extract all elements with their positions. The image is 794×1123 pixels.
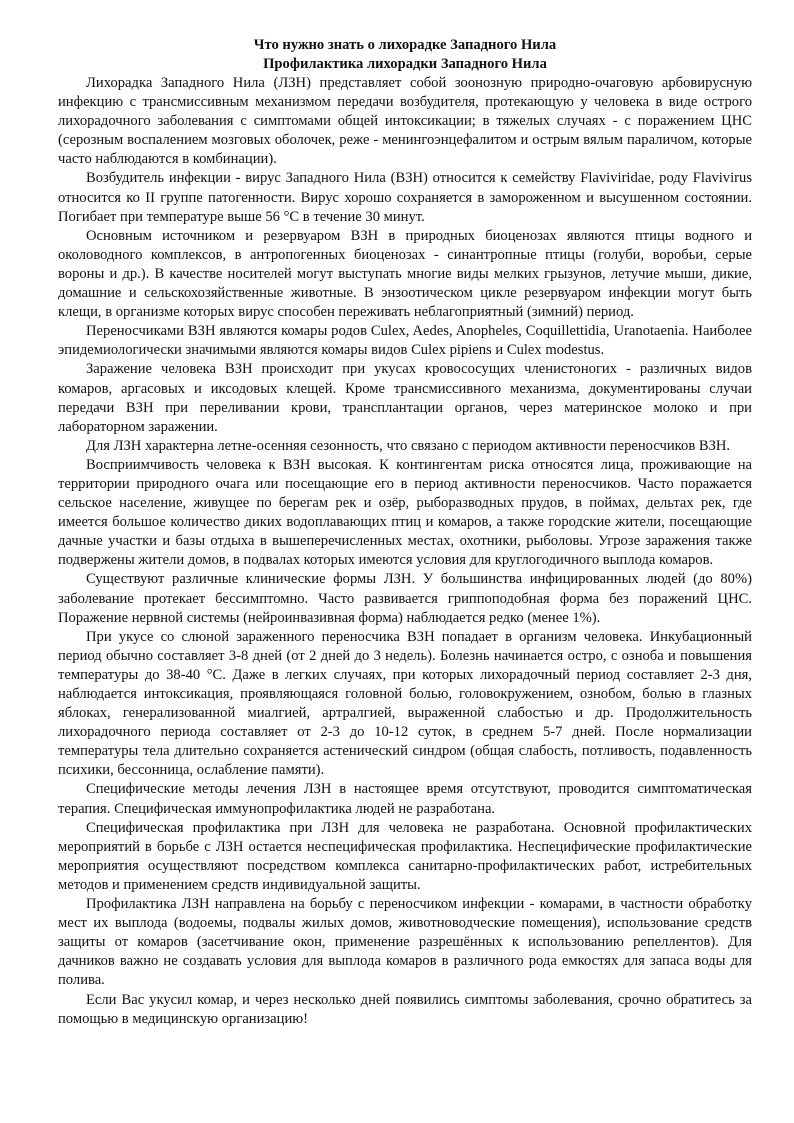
document-title: Что нужно знать о лихорадке Западного Нила — [253, 37, 557, 53]
paragraph-reservoir: Основным источником и резервуаром ВЗН в природных биоценозах являются птицы водного и околоводного комплексов, в антропогенных биоценозах - синантропные птицы (голуби, воробьи, серые вороны и др.). В качестве носителей могут выступать многие виды мелких грызунов, летучие мыши, дикие, домашние и сельскохозяйственные животные. В энзоотическом цикле резервуаром инфекции могут быть клещи, в организме которых вирус способен переживать неблагоприятный (зимний) период. — [58, 227, 752, 321]
document-subtitle: Профилактика лихорадки Западного Нила — [263, 56, 547, 72]
paragraph-pathogen: Возбудитель инфекции - вирус Западного Нила (ВЗН) относится к семейству Flaviviridae, роду Flavivirus относится ко II группе патогенности. Вирус хорошо сохраняется в замороженном и высушенном состоянии. Погибает при температуре выше 56 °С в течение 30 минут. — [58, 170, 752, 225]
document-page — [58, 36, 752, 1029]
paragraph-specific-prevention: Специфическая профилактика при ЛЗН для человека не разработана. Основной профилактических мероприятий в борьбе с ЛЗН остается неспецифическая профилактика. Неспецифические профилактические мероприятия осуществляют посредством комплекса санитарно-профилактических работ, истребительных методов и применением средств индивидуальной защиты. — [58, 819, 752, 893]
paragraph-treatment: Специфические методы лечения ЛЗН в настоящее время отсутствуют, проводится симптоматическая терапия. Специфическая иммунопрофилактика людей не разработана. — [58, 781, 752, 817]
paragraph-transmission: Заражение человека ВЗН происходит при укусах кровососущих членистоногих - различных видов комаров, аргасовых и иксодовых клещей. Кроме трансмиссивного механизма, документированы случаи передачи ВЗН при переливании крови, трансплантации органов, через материнское молоко и при лабораторном заражении. — [58, 361, 752, 435]
paragraph-symptoms: При укусе со слюной зараженного переносчика ВЗН попадает в организм человека. Инкубационный период обычно составляет 3-8 дней (от 2 дней до 3 недель). Болезнь начинается остро, с озноба и повышения температуры до 38-40 °С. Даже в легких случаях, при которых лихорадочный период составляет 2-3 дня, наблюдается интоксикация, проявляющаяся головной болью, головокружением, ознобом, болью в глазных яблоках, генерализованной миалгией, артралгией, выраженной слабостью и др. Продолжительность лихорадочного периода составляет от 2-3 до 10-12 суток, в среднем 5-7 дней. После нормализации температуры тела длительно сохраняется астенический синдром (общая слабость, потливость, подавленность психики, бессонница, ослабление памяти). — [58, 628, 752, 779]
paragraph-susceptibility: Восприимчивость человека к ВЗН высокая. К контингентам риска относятся лица, проживающие на территории природного очага или посещающие его в период активности переносчиков. Часто поражается сельское население, живущее по берегам рек и озёр, рыборазводных прудов, в поймах, дельтах рек, где имеется большое количество диких водоплавающих птиц и комаров, а также городские жители, посещающие дачные участки и базы отдыха в вышеперечисленных местах, охотники, рыболовы. Угрозе заражения также подвержены жители домов, в подвалах которых имеются условия для круглогодичного выплода комаров. — [58, 456, 752, 569]
title-block — [58, 36, 752, 74]
paragraph-prevention-measures: Профилактика ЛЗН направлена на борьбу с переносчиком инфекции - комарами, в частности обработку мест их выплода (водоемы, подвалы жилых домов, животноводческие помещения), использование средств защиты от комаров (засетчивание окон, применение разрешённых к использованию репеллентов). Для дачников важно не создавать условия для выплода комаров в различного рода емкостях для запаса воды для полива. — [58, 896, 752, 989]
paragraph-vectors: Переносчиками ВЗН являются комары родов Culex, Aedes, Anopheles, Coquillettidia, Uranotaenia. Наиболее эпидемиологически значимыми являются комары видов Culex pipiens и Culex modestus. — [58, 323, 752, 359]
paragraph-clinical-forms: Существуют различные клинические формы ЛЗН. У большинства инфицированных людей (до 80%) заболевание протекает бессимптомно. Часто развивается гриппоподобная форма без поражений ЦНС. Поражение нервной системы (нейроинвазивная форма) наблюдается редко (менее 1%). — [58, 571, 752, 626]
paragraph-seasonality: Для ЛЗН характерна летне-осенняя сезонность, что связано с периодом активности переносчиков ВЗН. — [86, 437, 731, 454]
document-body — [58, 74, 752, 1029]
paragraph-advice: Если Вас укусил комар, и через несколько дней появились симптомы заболевания, срочно обратитесь за помощью в медицинскую организацию! — [58, 991, 752, 1027]
paragraph-definition: Лихорадка Западного Нила (ЛЗН) представляет собой зоонозную природно-очаговую арбовирусную инфекцию с трансмиссивным механизмом передачи возбудителя, протекающую у человека в виде острого лихорадочного заболевания с симптомами общей интоксикации; в тяжелых случаях - с поражением ЦНС (серозным воспалением мозговых оболочек, реже - менингоэнцефалитом и острым вялым параличом, которые часто наблюдаются в комбинации). — [58, 75, 752, 168]
